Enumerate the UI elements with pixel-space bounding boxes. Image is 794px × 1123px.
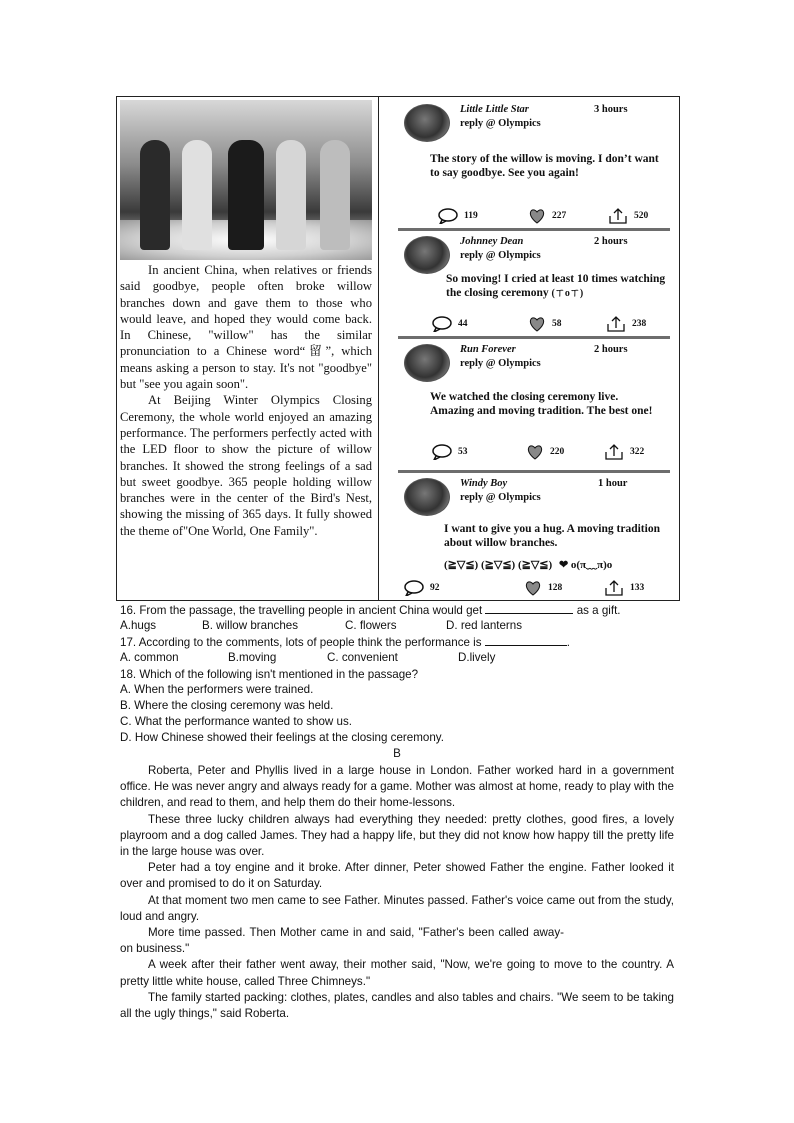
passage-paragraph: Roberta, Peter and Phyllis lived in a large house in London. Father worked hard in a government office. He was never angry and always ready for a game. Mother was almost at home, ready to play with the children, and read to them, and help them do their home-lessons. (120, 764, 674, 810)
photo-figure (276, 140, 306, 250)
post-separator (398, 228, 670, 231)
post-time: 2 hours (594, 344, 628, 355)
post-time: 2 hours (594, 236, 628, 247)
option-a: A.hugs (120, 619, 157, 632)
photo-figure (182, 140, 212, 250)
post-body: I want to give you a hug. A moving tradition about willow branches. (444, 523, 660, 549)
option-a: A. common (120, 651, 179, 664)
post-reply: reply @ Olympics (460, 118, 541, 129)
post-body: The story of the willow is moving. I don’t want to say goodbye. See you again! (430, 153, 659, 179)
heart-icon (524, 580, 542, 596)
laughing-emoji-icon: (≧▽≦) (480, 559, 516, 571)
left-passage (120, 262, 372, 539)
post-body: We watched the closing ceremony live. Amazing and moving tradition. The best one! (430, 391, 653, 417)
option-b: B. Where the closing ceremony was held. (120, 699, 334, 712)
option-b: B.moving (228, 651, 277, 664)
option-d: D. red lanterns (446, 619, 523, 632)
post-separator (398, 470, 670, 473)
option-d: D. How Chinese showed their feelings at the closing ceremony. (120, 731, 444, 744)
share-icon (608, 208, 628, 224)
comment-post (398, 236, 670, 336)
comment-icon (432, 444, 452, 460)
comment-icon (438, 208, 458, 224)
passage-paragraph: In ancient China, when relatives or friends said goodbye, people often broke willow branches down and gave them to those who would leave, and hoped they would come back. In Chinese, "willow" has the similar pronunciation to a Chinese word“留”, which means asking a person to stay. It's not "goodbye" but "see you again soon". (120, 263, 372, 392)
avatar (404, 104, 450, 142)
section-b-passage (120, 763, 674, 1022)
post-username: Johnney Dean (460, 236, 524, 247)
passage-paragraph: At Beijing Winter Olympics Closing Ceremony, the whole world enjoyed an amazing performance. The performers perfectly acted with the LED floor to show the picture of willow branches. It showed the strong feelings of a sad but sweet goodbye. 365 people holding willow branches were in the center of the Bird's Nest, showing the missing of 365 days. It fully showed the theme of"One World, One Family". (120, 393, 372, 538)
option-c: C. convenient (327, 651, 398, 664)
share-count: 322 (604, 444, 644, 460)
option-b: B. willow branches (202, 619, 299, 632)
share-count: 133 (604, 580, 644, 596)
comment-post (398, 104, 670, 224)
post-time: 3 hours (594, 104, 628, 115)
heart-icon (528, 316, 546, 332)
like-count: 58 (528, 316, 562, 332)
comment-post (398, 344, 670, 464)
laughing-emoji-icon: (≧▽≦) (444, 559, 479, 571)
heart-icon (526, 444, 544, 460)
like-count: 227 (528, 208, 566, 224)
answer-blank[interactable] (485, 635, 567, 646)
passage-paragraph: At that moment two men came to see Father. Minutes passed. Father's voice came out from the study, loud and angry. (120, 893, 674, 923)
section-heading: B (393, 747, 401, 760)
post-username: Run Forever (460, 344, 516, 355)
comment-count: 53 (432, 444, 468, 460)
photo-figure (320, 140, 350, 250)
comment-count: 92 (404, 580, 440, 596)
ceremony-photo (120, 100, 372, 260)
question-16: 16. From the passage, the travelling people in ancient China would get as a gift. (120, 604, 621, 617)
crying-emoji-icon: (ㄒoㄒ) (551, 288, 584, 299)
question-17: 17. According to the comments, lots of people think the performance is . (120, 636, 571, 649)
passage-paragraph: Peter had a toy engine and it broke. After dinner, Peter showed Father the engine. Father looked it over and promised to do it on Saturday. (120, 861, 674, 891)
share-icon (606, 316, 626, 332)
option-c: C. flowers (345, 619, 397, 632)
post-reply: reply @ Olympics (460, 492, 541, 503)
passage-paragraph: The family started packing: clothes, plates, candles and also tables and chairs. "We seem to be taking all the ugly things," said Roberta. (120, 990, 674, 1021)
comment-icon (404, 580, 424, 596)
laughing-emoji-icon: (≧▽≦) (517, 559, 553, 571)
emoji-line: (≧▽≦) (≧▽≦) (≧▽≦) ❤ o(π﹏π)o (444, 559, 613, 571)
post-reply: reply @ Olympics (460, 250, 541, 261)
option-d: D.lively (458, 651, 496, 664)
avatar (404, 236, 450, 274)
post-separator (398, 336, 670, 339)
avatar (404, 344, 450, 382)
passage-paragraph: More time passed. Then Mother came in and said, "Father's been called away- on business." (120, 926, 564, 956)
figure-divider (378, 96, 379, 601)
passage-paragraph: A week after their father went away, their mother said, "Now, we're going to move to the country. A pretty little white house, called Three Chimneys." (120, 958, 674, 988)
share-icon (604, 580, 624, 596)
share-count: 238 (606, 316, 646, 332)
comment-count: 44 (432, 316, 468, 332)
heart-icon (528, 208, 546, 224)
avatar (404, 478, 450, 516)
like-count: 128 (524, 580, 562, 596)
post-username: Little Little Star (460, 104, 529, 115)
option-a: A. When the performers were trained. (120, 683, 314, 696)
passage-paragraph: These three lucky children always had everything they needed: pretty clothes, good fires, a lovely playroom and a dog called James. They had a happy life, but they did not know how happy till the pretty life in the large house was over. (120, 812, 674, 859)
share-icon (604, 444, 624, 460)
option-c: C. What the performance wanted to show us. (120, 715, 352, 728)
photo-figure (228, 140, 264, 250)
answer-blank[interactable] (485, 603, 573, 614)
comment-count: 119 (438, 208, 478, 224)
comment-icon (432, 316, 452, 332)
comment-post (398, 478, 670, 596)
photo-figure (140, 140, 170, 250)
post-body: So moving! I cried at least 10 times watching the closing ceremony (ㄒoㄒ) (446, 273, 666, 299)
question-18: 18. Which of the following isn't mentioned in the passage? (120, 668, 419, 681)
share-count: 520 (608, 208, 648, 224)
like-count: 220 (526, 444, 564, 460)
post-reply: reply @ Olympics (460, 358, 541, 369)
post-time: 1 hour (598, 478, 628, 489)
post-username: Windy Boy (460, 478, 508, 489)
